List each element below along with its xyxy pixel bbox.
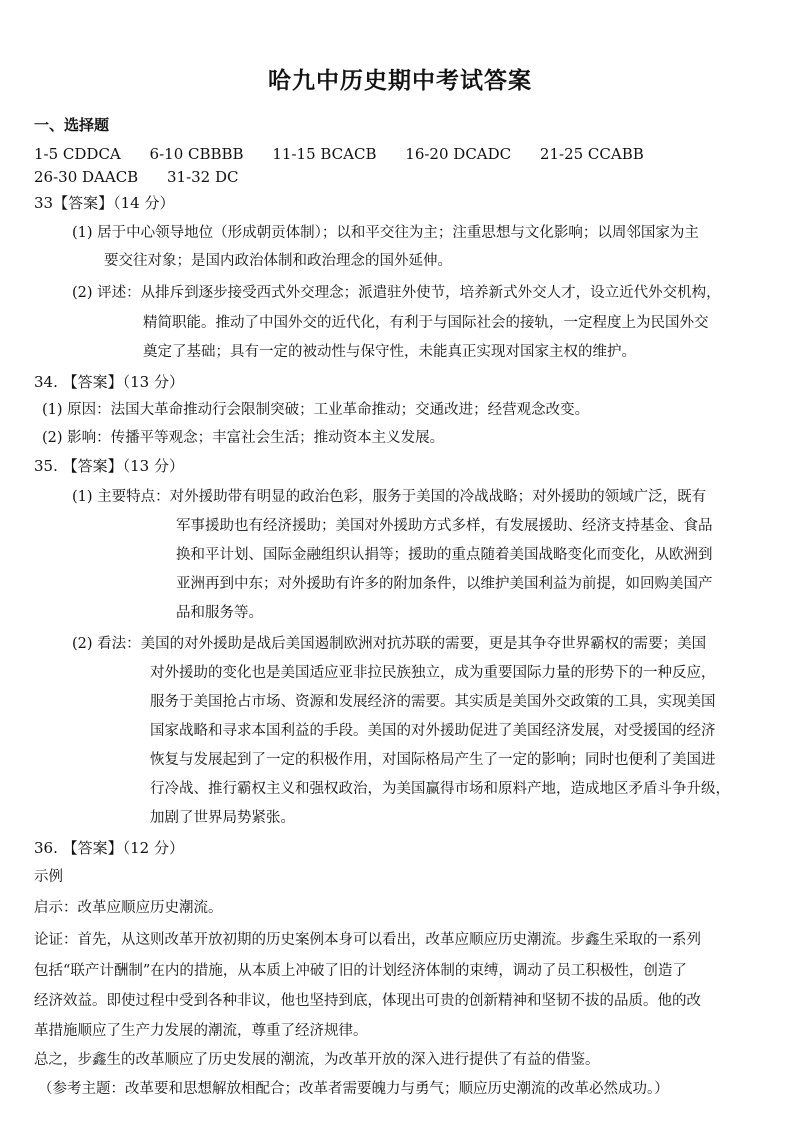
page-title: 哈九中历史期中考试答案: [268, 68, 532, 94]
q33-header: 33【答案】（14 分）: [34, 194, 175, 212]
q34-reason: (1) 原因：法国大革命推动行会限制突破；工业革命推动；交通改进；经营观念改变。: [42, 402, 590, 418]
q35-p2-line: 对外援助的变化也是美国适应亚非拉民族独立，成为重要国际力量的形势下的一种反应，: [150, 665, 716, 681]
q36-argument-line: 经济效益。即使过程中受到各种非议，他也坚持到底，体现出可贵的创新精神和坚韧不拔的品质。他的改: [34, 993, 701, 1009]
q35-p2-line: 恢复与发展起到了一定的积极作用，对国际格局产生了一定的影响；同时也便利了美国进: [150, 752, 716, 768]
mc-answer: 21-25 CCABB: [539, 145, 644, 163]
q35-p1-line: 亚洲再到中东；对外援助有许多的附加条件，以维护美国利益为前提，如回购美国产: [176, 576, 713, 592]
q36-insight: 启示：改革应顺应历史潮流。: [34, 900, 223, 916]
q33-p2-line: 奠定了基础；具有一定的被动性与保守性，未能真正实现对国家主权的维护。: [143, 344, 636, 360]
q36-argument-line: 论证：首先，从这则改革开放初期的历史案例本身可以看出，改革应顺应历史潮流。步鑫生采取的一系列: [34, 932, 701, 948]
q36-argument-line: 革措施顺应了生产力发展的潮流，尊重了经济规律。: [34, 1023, 368, 1039]
q36-argument-line: 包括“联产计酬制”在内的措施，从本质上冲破了旧的计划经济体制的束缚，调动了员工积极性，创造了: [34, 963, 687, 979]
mc-answer: 16-20 DCADC: [405, 145, 512, 163]
mc-answer: 26-30 DAACB: [34, 168, 139, 186]
q36-header: 36. 【答案】（12 分）: [34, 839, 184, 857]
q36-conclusion: 总之，步鑫生的改革顺应了历史发展的潮流，为改革开放的深入进行提供了有益的借鉴。: [34, 1052, 600, 1068]
mc-answer: 1-5 CDDCA: [34, 145, 121, 163]
q35-p1-line: 品和服务等。: [176, 605, 263, 621]
q36-reference: （参考主题：改革要和思想解放相配合；改革者需要魄力与勇气；顺应历史潮流的改革必然成功。）: [38, 1081, 669, 1097]
q34-impact: (2) 影响：传播平等观念；丰富社会生活；推动资本主义发展。: [42, 430, 445, 446]
mc-answers-row-1: [34, 144, 668, 164]
q33-p1-line: (1) 居于中心领导地位（形成朝贡体制）；以和平交往为主；注重思想与文化影响；以周邻国家为主: [72, 225, 699, 241]
q33-p2-line: (2) 评述：从排斥到逐步接受西式外交理念；派遣驻外使节，培养新式外交人才，设立近代外交机构，: [72, 285, 721, 301]
q35-p2-line: 国家战略和寻求本国利益的手段。美国的对外援助促进了美国经济发展，对受援国的经济: [150, 723, 716, 739]
q35-header: 35. 【答案】（13 分）: [34, 457, 184, 475]
mc-answer: 31-32 DC: [166, 168, 239, 186]
q35-p2-line: 服务于美国抢占市场、资源和发展经济的需要。其实质是美国外交政策的工具，实现美国: [150, 694, 716, 710]
q35-p1-line: 换和平计划、国际金融组织认捐等；援助的重点随着美国战略变化而变化，从欧洲到: [176, 547, 713, 563]
q35-p2-line: (2) 看法：美国的对外援助是战后美国遏制欧洲对抗苏联的需要，更是其争夺世界霸权的需要；美国: [72, 636, 707, 652]
q35-p2-line: 行冷战、推行霸权主义和强权政治，为美国赢得市场和原料产地，造成地区矛盾斗争升级，: [150, 781, 730, 797]
q33-p1-line: 要交往对象；是国内政治体制和政治理念的国外延伸。: [104, 253, 452, 269]
q35-p2-line: 加剧了世界局势紧张。: [150, 810, 295, 826]
q36-example-label: 示例: [34, 869, 63, 885]
q35-p1-line: (1) 主要特点：对外援助带有明显的政治色彩，服务于美国的冷战战略；对外援助的领域广泛，既有: [72, 489, 707, 505]
mc-answers-row-2: [34, 167, 263, 187]
q33-p2-line: 精简职能。推动了中国外交的近代化，有利于与国际社会的接轨，一定程度上为民国外交: [143, 315, 709, 331]
q35-p1-line: 军事援助也有经济援助；美国对外援助方式多样，有发展援助、经济支持基金、食品: [176, 518, 713, 534]
mc-answer: 6-10 CBBBB: [149, 145, 244, 163]
section-heading-choice: 一、选择题: [34, 116, 110, 134]
q34-header: 34. 【答案】（13 分）: [34, 373, 184, 391]
mc-answer: 11-15 BCACB: [272, 145, 377, 163]
